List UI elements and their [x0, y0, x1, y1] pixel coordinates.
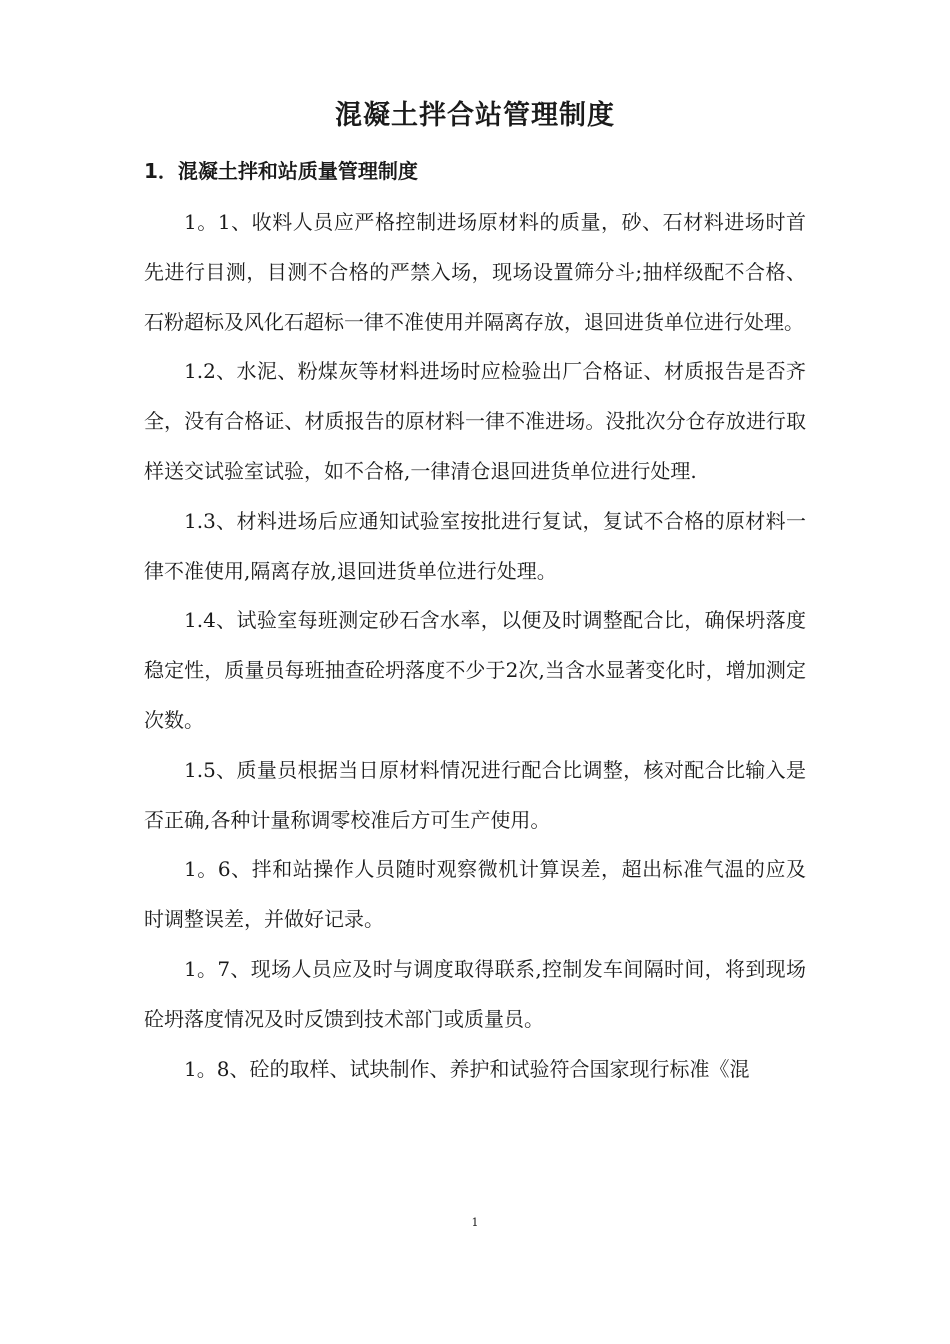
paragraph-1-2: 1.2、水泥、粉煤灰等材料进场时应检验出厂合格证、材质报告是否齐全，没有合格证、材质报告的原材料一律不准进场。没批次分仓存放进行取样送交试验室试验，如不合格,一律清仓退回进货单位进行处理.	[144, 359, 806, 483]
paragraph-1-3: 1.3、材料进场后应通知试验室按批进行复试，复试不合格的原材料一律不准使用,隔离存放,退回进货单位进行处理。	[144, 508, 806, 583]
paragraph-1-1: 1。1、收料人员应严格控制进场原材料的质量，砂、石材料进场时首先进行目测，目测不合格的严禁入场，现场设置筛分斗;抽样级配不合格、石粉超标及风化石超标一律不准使用并隔离存放，退回进货单位进行处理。	[144, 210, 806, 334]
section-heading: 1．混凝土拌和站质量管理制度	[144, 159, 418, 183]
page-number: 1	[471, 1216, 479, 1229]
body-text	[144, 198, 806, 1094]
paragraph-1-4: 1.4、试验室每班测定砂石含水率，以便及时调整配合比，确保坍落度稳定性，质量员每班抽查砼坍落度不少于2次,当含水显著变化时，增加测定次数。	[144, 608, 806, 732]
paragraph-1-5: 1.5、质量员根据当日原材料情况进行配合比调整，核对配合比输入是否正确,各种计量称调零校准后方可生产使用。	[144, 757, 806, 832]
paragraph-1-6: 1。6、拌和站操作人员随时观察微机计算误差，超出标准气温的应及时调整误差，并做好记录。	[144, 857, 806, 932]
paragraph-1-8: 1。8、砼的取样、试块制作、养护和试验符合国家现行标准《混	[184, 1056, 750, 1081]
document-title: 混凝土拌合站管理制度	[335, 100, 615, 131]
paragraph-1-7: 1。7、现场人员应及时与调度取得联系,控制发车间隔时间，将到现场砼坍落度情况及时反馈到技术部门或质量员。	[144, 956, 806, 1031]
